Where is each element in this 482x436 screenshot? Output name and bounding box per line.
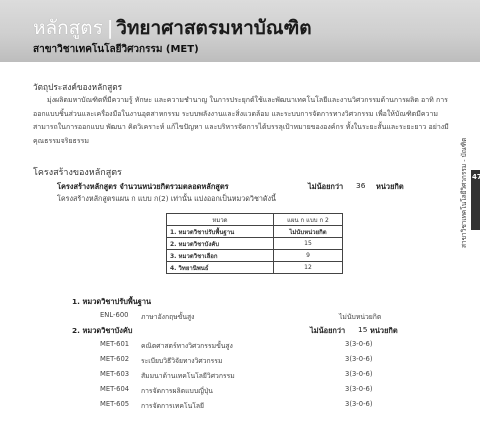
table-header-plan: แผน ก แบบ ก 2 — [274, 214, 343, 226]
side-tab — [459, 137, 482, 250]
course-group-required-prefix: ไม่น้อยกว่า — [310, 326, 346, 335]
page-number: 47 — [472, 173, 482, 181]
course-group-required-value: 15 — [358, 325, 368, 334]
course-group-required-label: 2. หมวดวิชาบังคับ — [72, 326, 133, 335]
structure-total-label: โครงสร้างหลักสูตร จำนวนหน่วยกิตรวมตลอดหลักสูตร — [57, 182, 229, 191]
course-code: MET-604 — [100, 385, 130, 393]
table-cell-category: 4. วิทยานิพนธ์ — [167, 262, 274, 274]
objective-paragraph: มุ่งผลิตมหาบัณฑิตที่มีความรู้ ทักษะ และความชำนาญ ในการประยุกต์ใช้และพัฒนาเทคโนโลยีและงานวิศวกรรมด้านการผลิต อาทิ การออกแบบชิ้นส่วนและเครื่องมือในงานอุตสาหกรรม ระบบพลังงานและสิ่งแวดล้อม และระบบการจัดการทางวิศวกรรม เพื่อให้บัณฑิตมีความสามารถในการออกแบบ พัฒนา คิดวิเคราะห์ แก้ไขปัญหา และบริหารจัดการได้บรรลุเป้าหมายขององค์กร ทั้งในระยะสั้นและระยะยาว อย่างมีคุณธรรมจริยธรรม — [33, 96, 449, 145]
course-code: ENL-600 — [100, 311, 129, 319]
course-name: คณิตศาสตร์ทางวิศวกรรมขั้นสูง — [141, 342, 233, 350]
page-header — [0, 0, 480, 62]
table-row — [167, 250, 343, 262]
table-row — [167, 238, 343, 250]
course-name: สัมมนาด้านเทคโนโลยีวิศวกรรม — [141, 372, 235, 380]
structure-table — [166, 213, 343, 274]
table-cell-credit: 9 — [274, 250, 343, 262]
page-title — [33, 18, 312, 38]
objective-heading: วัตถุประสงค์ของหลักสูตร — [33, 82, 123, 92]
title-degree: วิทยาศาสตรมหาบัณฑิต — [116, 17, 312, 39]
structure-total-unit: หน่วยกิต — [376, 182, 404, 191]
table-cell-credit: ไม่นับหน่วยกิต — [274, 226, 343, 238]
structure-total-prefix: ไม่น้อยกว่า — [308, 182, 344, 191]
table-cell-credit: 15 — [274, 238, 343, 250]
course-credit: 3(3-0-6) — [345, 370, 373, 378]
title-separator: | — [106, 17, 114, 39]
side-tab-text: สาขาวิชาเทคโนโลยีวิศวกรรม - บัณฑิต — [460, 137, 468, 248]
table-cell-credit: 12 — [274, 262, 343, 274]
course-code: MET-601 — [100, 340, 130, 348]
course-credit: ไม่นับหน่วยกิต — [339, 313, 382, 321]
course-credit: 3(3-0-6) — [345, 355, 373, 363]
course-credit: 3(3-0-6) — [345, 385, 373, 393]
table-row — [167, 226, 343, 238]
course-name: ภาษาอังกฤษขั้นสูง — [141, 313, 195, 321]
table-header-category: หมวด — [167, 214, 274, 226]
table-cell-category: 1. หมวดวิชาปรับพื้นฐาน — [167, 226, 274, 238]
table-row — [167, 262, 343, 274]
table-header-row — [167, 214, 343, 226]
structure-heading: โครงสร้างของหลักสูตร — [33, 168, 122, 178]
course-name: ระเบียบวิธีวิจัยทางวิศวกรรม — [141, 357, 223, 365]
structure-total-value: 36 — [356, 181, 366, 190]
title-prefix: หลักสูตร — [33, 17, 103, 39]
course-group-basic-label: 1. หมวดวิชาปรับพื้นฐาน — [72, 297, 152, 306]
course-code: MET-605 — [100, 400, 130, 408]
course-credit: 3(3-0-6) — [345, 400, 373, 408]
course-group-required-unit: หน่วยกิต — [370, 326, 398, 335]
table-cell-category: 2. หมวดวิชาบังคับ — [167, 238, 274, 250]
course-code: MET-602 — [100, 355, 130, 363]
page-subtitle: สาขาวิชาเทคโนโลยีวิศวกรรม (MET) — [33, 44, 199, 55]
structure-sub-text: โครงสร้างหลักสูตรแผน ก แบบ ก(2) เท่านั้น แบ่งออกเป็นหมวดวิชาดังนี้ — [57, 194, 276, 203]
course-name: การจัดการผลิตแบบญี่ปุ่น — [141, 387, 213, 395]
course-name: การจัดการเทคโนโลยี — [141, 402, 205, 410]
course-code: MET-603 — [100, 370, 130, 378]
course-credit: 3(3-0-6) — [345, 340, 373, 348]
table-cell-category: 3. หมวดวิชาเลือก — [167, 250, 274, 262]
